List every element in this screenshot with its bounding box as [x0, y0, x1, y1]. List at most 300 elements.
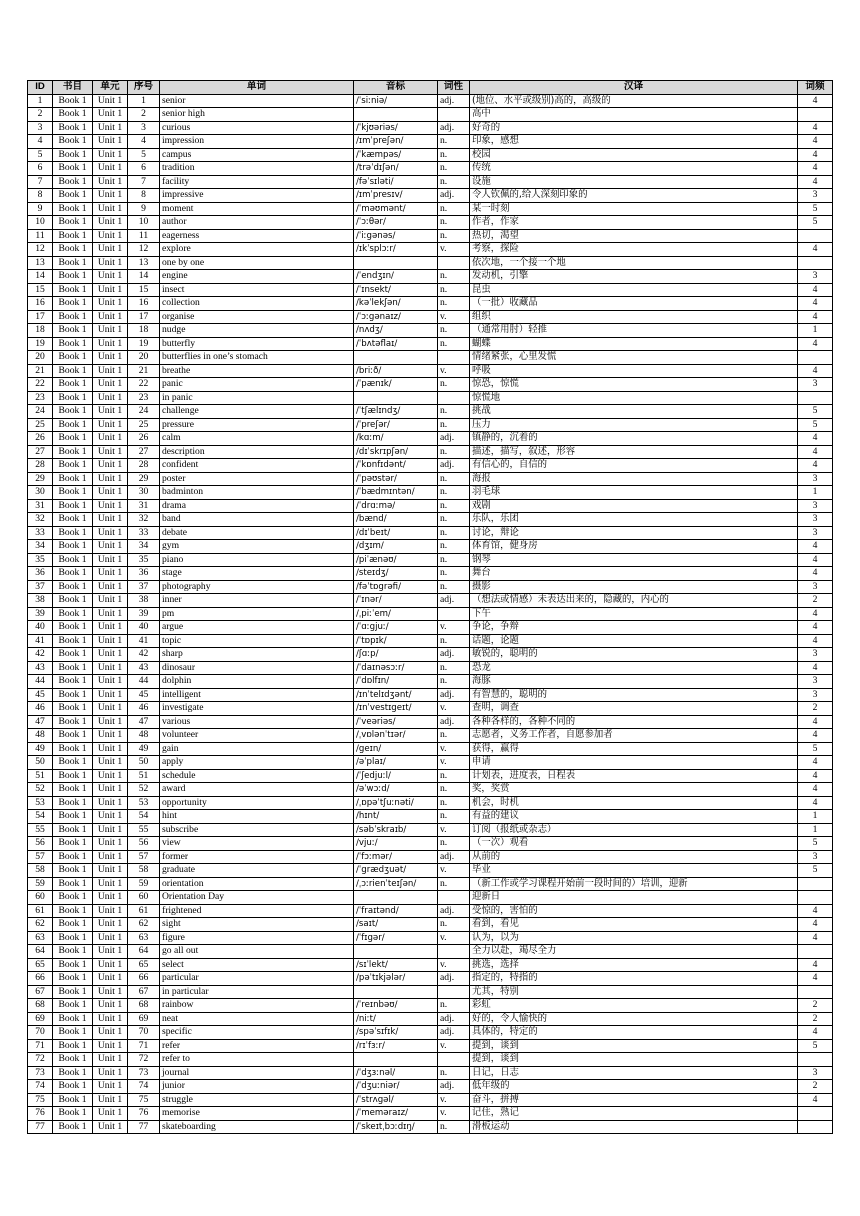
cell-word: various	[160, 715, 354, 729]
cell-book: Book 1	[53, 472, 93, 486]
cell-unit: Unit 1	[93, 837, 128, 851]
cell-translation: 奋斗，拼搏	[470, 1093, 798, 1107]
table-row	[28, 715, 833, 729]
cell-part-of-speech: v.	[438, 1107, 470, 1121]
cell-frequency	[798, 351, 833, 365]
cell-book: Book 1	[53, 688, 93, 702]
cell-phonetic	[354, 256, 438, 270]
cell-id: 55	[28, 823, 53, 837]
table-row	[28, 580, 833, 594]
cell-book: Book 1	[53, 891, 93, 905]
cell-frequency: 3	[798, 1066, 833, 1080]
cell-frequency	[798, 1120, 833, 1134]
cell-book: Book 1	[53, 783, 93, 797]
cell-id: 64	[28, 945, 53, 959]
table-row	[28, 135, 833, 149]
cell-translation: （新工作或学习课程开始前一段时间的）培训，迎新	[470, 877, 798, 891]
cell-part-of-speech: n.	[438, 810, 470, 824]
cell-id: 53	[28, 796, 53, 810]
cell-translation: 有智慧的，聪明的	[470, 688, 798, 702]
cell-unit: Unit 1	[93, 256, 128, 270]
cell-translation: （一次）观看	[470, 837, 798, 851]
cell-word: inner	[160, 594, 354, 608]
cell-phonetic: /ˈʃedjuːl/	[354, 769, 438, 783]
cell-frequency: 3	[798, 513, 833, 527]
cell-sequence: 17	[128, 310, 160, 324]
cell-word: badminton	[160, 486, 354, 500]
cell-sequence: 65	[128, 958, 160, 972]
cell-id: 61	[28, 904, 53, 918]
cell-sequence: 22	[128, 378, 160, 392]
cell-book: Book 1	[53, 702, 93, 716]
cell-frequency: 3	[798, 472, 833, 486]
cell-phonetic	[354, 1053, 438, 1067]
table-row	[28, 1039, 833, 1053]
cell-word: breathe	[160, 364, 354, 378]
cell-sequence: 71	[128, 1039, 160, 1053]
cell-sequence: 52	[128, 783, 160, 797]
cell-phonetic: /ˈɔːgənaɪz/	[354, 310, 438, 324]
cell-sequence: 49	[128, 742, 160, 756]
cell-frequency: 4	[798, 121, 833, 135]
table-row	[28, 742, 833, 756]
table-row	[28, 283, 833, 297]
table-row	[28, 891, 833, 905]
cell-translation: （一批）收藏品	[470, 297, 798, 311]
cell-phonetic: /ˈdʒuːniər/	[354, 1080, 438, 1094]
cell-frequency: 3	[798, 526, 833, 540]
cell-sequence: 62	[128, 918, 160, 932]
cell-frequency	[798, 1053, 833, 1067]
cell-frequency: 4	[798, 931, 833, 945]
cell-frequency: 4	[798, 567, 833, 581]
cell-part-of-speech: n.	[438, 526, 470, 540]
cell-sequence: 37	[128, 580, 160, 594]
table-row	[28, 432, 833, 446]
cell-id: 30	[28, 486, 53, 500]
cell-unit: Unit 1	[93, 94, 128, 108]
cell-unit: Unit 1	[93, 1053, 128, 1067]
cell-translation: 订阅（报纸或杂志）	[470, 823, 798, 837]
cell-frequency: 4	[798, 634, 833, 648]
cell-phonetic: /ˈpəʊstər/	[354, 472, 438, 486]
cell-part-of-speech: n.	[438, 472, 470, 486]
cell-sequence: 29	[128, 472, 160, 486]
cell-frequency: 3	[798, 675, 833, 689]
cell-book: Book 1	[53, 526, 93, 540]
cell-unit: Unit 1	[93, 405, 128, 419]
cell-phonetic: /ˈbædmɪntən/	[354, 486, 438, 500]
cell-word: view	[160, 837, 354, 851]
cell-book: Book 1	[53, 648, 93, 662]
cell-phonetic	[354, 108, 438, 122]
cell-frequency	[798, 891, 833, 905]
cell-book: Book 1	[53, 310, 93, 324]
cell-frequency: 3	[798, 378, 833, 392]
cell-unit: Unit 1	[93, 634, 128, 648]
cell-book: Book 1	[53, 661, 93, 675]
cell-unit: Unit 1	[93, 972, 128, 986]
cell-part-of-speech: adj.	[438, 594, 470, 608]
cell-word: photography	[160, 580, 354, 594]
cell-unit: Unit 1	[93, 715, 128, 729]
cell-word: struggle	[160, 1093, 354, 1107]
cell-translation: 下午	[470, 607, 798, 621]
cell-part-of-speech: n.	[438, 783, 470, 797]
cell-id: 71	[28, 1039, 53, 1053]
table-row	[28, 810, 833, 824]
cell-unit: Unit 1	[93, 688, 128, 702]
cell-id: 51	[28, 769, 53, 783]
cell-part-of-speech: adj.	[438, 904, 470, 918]
cell-id: 33	[28, 526, 53, 540]
cell-frequency	[798, 108, 833, 122]
cell-translation: 镇静的，沉着的	[470, 432, 798, 446]
cell-word: opportunity	[160, 796, 354, 810]
cell-word: engine	[160, 270, 354, 284]
cell-part-of-speech: n.	[438, 1120, 470, 1134]
table-row	[28, 391, 833, 405]
cell-id: 12	[28, 243, 53, 257]
cell-book: Book 1	[53, 810, 93, 824]
cell-translation: 昆虫	[470, 283, 798, 297]
table-row	[28, 837, 833, 851]
cell-word: junior	[160, 1080, 354, 1094]
cell-translation: 记住，熟记	[470, 1107, 798, 1121]
table-row	[28, 499, 833, 513]
table-row	[28, 540, 833, 554]
cell-sequence: 72	[128, 1053, 160, 1067]
cell-sequence: 66	[128, 972, 160, 986]
cell-sequence: 44	[128, 675, 160, 689]
cell-word: specific	[160, 1026, 354, 1040]
cell-unit: Unit 1	[93, 742, 128, 756]
cell-book: Book 1	[53, 918, 93, 932]
cell-id: 20	[28, 351, 53, 365]
table-row	[28, 1053, 833, 1067]
cell-id: 49	[28, 742, 53, 756]
cell-frequency	[798, 391, 833, 405]
cell-part-of-speech: adj.	[438, 121, 470, 135]
cell-frequency: 3	[798, 189, 833, 203]
cell-id: 75	[28, 1093, 53, 1107]
cell-id: 67	[28, 985, 53, 999]
cell-part-of-speech: n.	[438, 270, 470, 284]
cell-part-of-speech: adj.	[438, 1012, 470, 1026]
cell-unit: Unit 1	[93, 580, 128, 594]
cell-word: graduate	[160, 864, 354, 878]
cell-book: Book 1	[53, 445, 93, 459]
cell-part-of-speech: v.	[438, 958, 470, 972]
cell-unit: Unit 1	[93, 526, 128, 540]
cell-word: go all out	[160, 945, 354, 959]
cell-word: poster	[160, 472, 354, 486]
cell-phonetic: /ˈkjʊəriəs/	[354, 121, 438, 135]
table-row	[28, 202, 833, 216]
cell-sequence: 27	[128, 445, 160, 459]
cell-translation: 受惊的，害怕的	[470, 904, 798, 918]
cell-part-of-speech: n.	[438, 405, 470, 419]
cell-book: Book 1	[53, 837, 93, 851]
cell-id: 11	[28, 229, 53, 243]
cell-translation: 校园	[470, 148, 798, 162]
cell-part-of-speech: n.	[438, 135, 470, 149]
cell-phonetic: /ˈməʊmənt/	[354, 202, 438, 216]
cell-book: Book 1	[53, 931, 93, 945]
table-row	[28, 621, 833, 635]
cell-frequency: 4	[798, 1093, 833, 1107]
cell-frequency: 1	[798, 324, 833, 338]
cell-book: Book 1	[53, 580, 93, 594]
cell-translation: 讨论，辩论	[470, 526, 798, 540]
cell-word: band	[160, 513, 354, 527]
cell-part-of-speech: adj.	[438, 1026, 470, 1040]
cell-id: 47	[28, 715, 53, 729]
table-row	[28, 513, 833, 527]
cell-book: Book 1	[53, 999, 93, 1013]
cell-phonetic	[354, 351, 438, 365]
table-row	[28, 243, 833, 257]
cell-frequency: 4	[798, 432, 833, 446]
cell-phonetic: /ˈbʌtəflaɪ/	[354, 337, 438, 351]
cell-unit: Unit 1	[93, 810, 128, 824]
cell-sequence: 31	[128, 499, 160, 513]
table-row	[28, 958, 833, 972]
cell-book: Book 1	[53, 405, 93, 419]
header-id: ID	[28, 81, 53, 95]
cell-id: 41	[28, 634, 53, 648]
cell-part-of-speech	[438, 108, 470, 122]
cell-translation: 指定的，特指的	[470, 972, 798, 986]
cell-phonetic	[354, 891, 438, 905]
cell-frequency: 4	[798, 445, 833, 459]
cell-unit: Unit 1	[93, 891, 128, 905]
cell-sequence: 11	[128, 229, 160, 243]
cell-sequence: 16	[128, 297, 160, 311]
cell-unit: Unit 1	[93, 1080, 128, 1094]
table-row	[28, 1026, 833, 1040]
cell-unit: Unit 1	[93, 864, 128, 878]
cell-translation: 争论，争辩	[470, 621, 798, 635]
cell-phonetic: /ˈɔːθər/	[354, 216, 438, 230]
cell-phonetic: /fəˈtɒgrəfi/	[354, 580, 438, 594]
table-row	[28, 337, 833, 351]
cell-id: 35	[28, 553, 53, 567]
cell-book: Book 1	[53, 1107, 93, 1121]
cell-part-of-speech	[438, 607, 470, 621]
cell-id: 6	[28, 162, 53, 176]
table-row	[28, 972, 833, 986]
cell-book: Book 1	[53, 877, 93, 891]
cell-word: challenge	[160, 405, 354, 419]
cell-unit: Unit 1	[93, 513, 128, 527]
cell-word: confident	[160, 459, 354, 473]
cell-sequence: 75	[128, 1093, 160, 1107]
cell-unit: Unit 1	[93, 162, 128, 176]
cell-frequency: 4	[798, 175, 833, 189]
cell-id: 32	[28, 513, 53, 527]
cell-book: Book 1	[53, 1093, 93, 1107]
cell-sequence: 18	[128, 324, 160, 338]
cell-book: Book 1	[53, 337, 93, 351]
cell-translation: 挑战	[470, 405, 798, 419]
cell-frequency: 4	[798, 337, 833, 351]
cell-sequence: 40	[128, 621, 160, 635]
cell-unit: Unit 1	[93, 1093, 128, 1107]
cell-id: 4	[28, 135, 53, 149]
cell-phonetic: /hɪnt/	[354, 810, 438, 824]
cell-frequency: 4	[798, 540, 833, 554]
cell-word: pressure	[160, 418, 354, 432]
cell-book: Book 1	[53, 189, 93, 203]
cell-unit: Unit 1	[93, 918, 128, 932]
cell-frequency: 2	[798, 999, 833, 1013]
cell-frequency: 3	[798, 499, 833, 513]
cell-part-of-speech: v.	[438, 1039, 470, 1053]
cell-frequency: 3	[798, 850, 833, 864]
cell-word: select	[160, 958, 354, 972]
cell-part-of-speech	[438, 985, 470, 999]
table-row	[28, 459, 833, 473]
cell-id: 23	[28, 391, 53, 405]
cell-unit: Unit 1	[93, 378, 128, 392]
cell-book: Book 1	[53, 850, 93, 864]
cell-frequency: 5	[798, 864, 833, 878]
cell-phonetic	[354, 945, 438, 959]
cell-frequency: 4	[798, 972, 833, 986]
cell-sequence: 33	[128, 526, 160, 540]
cell-part-of-speech: v.	[438, 864, 470, 878]
table-row	[28, 985, 833, 999]
cell-phonetic: /ˈkɒnfɪdənt/	[354, 459, 438, 473]
cell-sequence: 51	[128, 769, 160, 783]
cell-book: Book 1	[53, 486, 93, 500]
cell-book: Book 1	[53, 634, 93, 648]
cell-id: 74	[28, 1080, 53, 1094]
cell-word: schedule	[160, 769, 354, 783]
cell-part-of-speech: adj.	[438, 688, 470, 702]
cell-part-of-speech: adj.	[438, 850, 470, 864]
cell-word: author	[160, 216, 354, 230]
cell-book: Book 1	[53, 94, 93, 108]
cell-part-of-speech	[438, 391, 470, 405]
cell-unit: Unit 1	[93, 607, 128, 621]
cell-unit: Unit 1	[93, 1107, 128, 1121]
cell-unit: Unit 1	[93, 324, 128, 338]
cell-unit: Unit 1	[93, 1066, 128, 1080]
cell-frequency: 5	[798, 405, 833, 419]
cell-translation: 蝴蝶	[470, 337, 798, 351]
cell-unit: Unit 1	[93, 445, 128, 459]
cell-sequence: 10	[128, 216, 160, 230]
table-row	[28, 472, 833, 486]
table-row	[28, 661, 833, 675]
cell-book: Book 1	[53, 513, 93, 527]
cell-translation: 各种各样的，各种不同的	[470, 715, 798, 729]
cell-sequence: 4	[128, 135, 160, 149]
cell-id: 65	[28, 958, 53, 972]
cell-id: 57	[28, 850, 53, 864]
cell-frequency: 2	[798, 702, 833, 716]
table-row	[28, 864, 833, 878]
cell-translation: 机会，时机	[470, 796, 798, 810]
cell-phonetic: /rɪˈfɜːr/	[354, 1039, 438, 1053]
cell-phonetic: /ˈveəriəs/	[354, 715, 438, 729]
cell-unit: Unit 1	[93, 270, 128, 284]
cell-translation: 描述，描写，叙述，形容	[470, 445, 798, 459]
header-frequency: 词频	[798, 81, 833, 95]
cell-unit: Unit 1	[93, 985, 128, 999]
table-row	[28, 904, 833, 918]
cell-unit: Unit 1	[93, 1039, 128, 1053]
cell-part-of-speech: n.	[438, 378, 470, 392]
cell-frequency: 4	[798, 715, 833, 729]
cell-translation: （想法或情感）未表达出来的，隐藏的，内心的	[470, 594, 798, 608]
cell-word: drama	[160, 499, 354, 513]
cell-id: 72	[28, 1053, 53, 1067]
cell-id: 62	[28, 918, 53, 932]
table-row	[28, 297, 833, 311]
cell-phonetic: /ˈɪnsekt/	[354, 283, 438, 297]
cell-part-of-speech: adj.	[438, 94, 470, 108]
cell-frequency: 2	[798, 594, 833, 608]
table-row	[28, 270, 833, 284]
cell-part-of-speech: n.	[438, 229, 470, 243]
cell-phonetic: /dʒɪm/	[354, 540, 438, 554]
cell-frequency: 4	[798, 661, 833, 675]
cell-word: gym	[160, 540, 354, 554]
cell-frequency: 3	[798, 270, 833, 284]
cell-part-of-speech: n.	[438, 418, 470, 432]
cell-sequence: 13	[128, 256, 160, 270]
table-row	[28, 1066, 833, 1080]
cell-translation: 计划表，进度表，日程表	[470, 769, 798, 783]
cell-phonetic: /ˈgrædʒuət/	[354, 864, 438, 878]
table-body	[28, 94, 833, 1134]
cell-part-of-speech: n.	[438, 580, 470, 594]
cell-frequency	[798, 985, 833, 999]
cell-part-of-speech: n.	[438, 486, 470, 500]
cell-translation: 奖，奖赏	[470, 783, 798, 797]
cell-book: Book 1	[53, 715, 93, 729]
cell-unit: Unit 1	[93, 229, 128, 243]
cell-part-of-speech: n.	[438, 216, 470, 230]
cell-translation: 高中	[470, 108, 798, 122]
cell-word: collection	[160, 297, 354, 311]
cell-word: campus	[160, 148, 354, 162]
cell-frequency: 5	[798, 418, 833, 432]
cell-frequency: 5	[798, 837, 833, 851]
cell-book: Book 1	[53, 297, 93, 311]
cell-word: curious	[160, 121, 354, 135]
cell-id: 73	[28, 1066, 53, 1080]
cell-sequence: 1	[128, 94, 160, 108]
cell-translation: 迎新日	[470, 891, 798, 905]
cell-sequence: 14	[128, 270, 160, 284]
cell-unit: Unit 1	[93, 432, 128, 446]
cell-sequence: 61	[128, 904, 160, 918]
cell-book: Book 1	[53, 1012, 93, 1026]
cell-phonetic: /fəˈsɪləti/	[354, 175, 438, 189]
cell-part-of-speech: n.	[438, 337, 470, 351]
cell-word: former	[160, 850, 354, 864]
cell-book: Book 1	[53, 567, 93, 581]
cell-id: 27	[28, 445, 53, 459]
cell-translation: 提到，谈到	[470, 1053, 798, 1067]
cell-unit: Unit 1	[93, 796, 128, 810]
table-row	[28, 823, 833, 837]
cell-unit: Unit 1	[93, 621, 128, 635]
